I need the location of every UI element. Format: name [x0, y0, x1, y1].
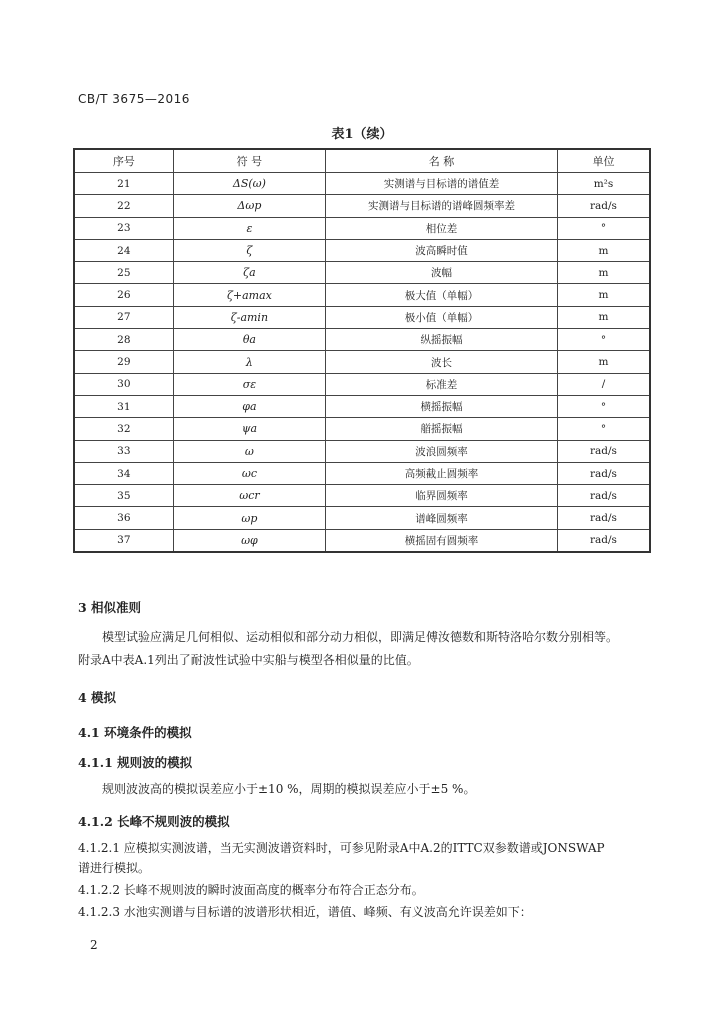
table-row [74, 462, 650, 484]
table-row [74, 529, 650, 552]
cell-symbol: σε [173, 373, 325, 395]
cell-symbol: ζ [173, 239, 325, 261]
table-caption: 表1（续） [331, 127, 393, 142]
cell-symbol: λ [173, 351, 325, 373]
cell-name: 艏摇振幅 [326, 418, 558, 440]
cell-name: 谱峰圆频率 [326, 507, 558, 529]
cell-no: 24 [74, 239, 173, 261]
cell-name: 波浪圆频率 [326, 440, 558, 462]
cell-name: 实测谱与目标谱的谱峰圆频率差 [326, 195, 558, 217]
cell-name: 波高瞬时值 [326, 239, 558, 261]
cell-symbol: ωp [173, 507, 325, 529]
cell-symbol: θa [173, 329, 325, 351]
cell-unit: rad/s [557, 440, 650, 462]
section-4-1-1-para: 规则波波高的模拟误差应小于±10 %，周期的模拟误差应小于±5 %。 [102, 782, 476, 796]
cell-symbol: Δωp [173, 195, 325, 217]
section-4-1-2-title: 4.1.2 长峰不规则波的模拟 [78, 814, 230, 829]
cell-symbol: ζa [173, 262, 325, 284]
cell-name: 实测谱与目标谱的谱值差 [326, 173, 558, 195]
cell-no: 37 [74, 529, 173, 552]
cell-unit: ° [557, 418, 650, 440]
section-4-title: 4 模拟 [78, 690, 117, 705]
cell-unit: rad/s [557, 529, 650, 552]
cell-unit: rad/s [557, 507, 650, 529]
table-row [74, 507, 650, 529]
table-header-row [74, 149, 650, 173]
cell-symbol: ψa [173, 418, 325, 440]
cell-unit: ° [557, 329, 650, 351]
section-4-1-title: 4.1 环境条件的模拟 [78, 725, 192, 740]
cell-no: 34 [74, 462, 173, 484]
cell-no: 22 [74, 195, 173, 217]
cell-unit: rad/s [557, 485, 650, 507]
cell-name: 相位差 [326, 217, 558, 239]
cell-no: 28 [74, 329, 173, 351]
cell-name: 极大值（单幅） [326, 284, 558, 306]
section-3-title: 3 相似准则 [78, 600, 142, 615]
section-4-1-2-3: 4.1.2.3 水池实测谱与目标谱的波谱形状相近，谱值、峰频、有义波高允许误差如下： [78, 905, 532, 919]
col-header-no: 序号 [74, 149, 173, 173]
table-row [74, 173, 650, 195]
cell-symbol: ωφ [173, 529, 325, 552]
cell-unit: m [557, 239, 650, 261]
cell-unit: m²s [557, 173, 650, 195]
cell-no: 30 [74, 373, 173, 395]
table-row [74, 440, 650, 462]
cell-unit: m [557, 284, 650, 306]
cell-symbol: ζ-amin [173, 306, 325, 328]
cell-name: 横摇振幅 [326, 395, 558, 417]
cell-no: 36 [74, 507, 173, 529]
symbol-table [73, 148, 651, 553]
cell-no: 29 [74, 351, 173, 373]
table-row [74, 395, 650, 417]
table-row [74, 351, 650, 373]
section-3-para-2: 附录A中表A.1列出了耐波性试验中实船与模型各相似量的比值。 [78, 653, 419, 667]
page-number: 2 [90, 938, 98, 952]
cell-unit: ° [557, 395, 650, 417]
cell-name: 纵摇振幅 [326, 329, 558, 351]
cell-no: 23 [74, 217, 173, 239]
section-4-1-1-title: 4.1.1 规则波的模拟 [78, 755, 193, 770]
cell-no: 35 [74, 485, 173, 507]
cell-symbol: φa [173, 395, 325, 417]
cell-unit: m [557, 262, 650, 284]
table-row [74, 284, 650, 306]
cell-name: 波长 [326, 351, 558, 373]
cell-no: 27 [74, 306, 173, 328]
cell-name: 标准差 [326, 373, 558, 395]
section-4-1-2-1-line-2: 谱进行模拟。 [78, 861, 151, 875]
doc-code: CB/T 3675—2016 [78, 92, 190, 106]
table-row [74, 239, 650, 261]
table-row [74, 195, 650, 217]
table-row [74, 217, 650, 239]
cell-no: 21 [74, 173, 173, 195]
cell-symbol: ε [173, 217, 325, 239]
cell-unit: rad/s [557, 462, 650, 484]
table-row [74, 373, 650, 395]
cell-unit: m [557, 351, 650, 373]
cell-unit: / [557, 373, 650, 395]
section-3-para-1: 模型试验应满足几何相似、运动相似和部分动力相似，即满足傅汝德数和斯特洛哈尔数分别相等。 [102, 630, 619, 644]
cell-symbol: ΔS(ω) [173, 173, 325, 195]
cell-no: 33 [74, 440, 173, 462]
cell-name: 波幅 [326, 262, 558, 284]
cell-symbol: ωcr [173, 485, 325, 507]
cell-symbol: ωc [173, 462, 325, 484]
section-4-1-2-2: 4.1.2.2 长峰不规则波的瞬时波面高度的概率分布符合正态分布。 [78, 883, 424, 897]
cell-no: 26 [74, 284, 173, 306]
cell-no: 31 [74, 395, 173, 417]
cell-unit: m [557, 306, 650, 328]
col-header-symbol: 符 号 [173, 149, 325, 173]
table-row [74, 306, 650, 328]
table-row [74, 329, 650, 351]
col-header-name: 名 称 [326, 149, 558, 173]
table-row [74, 262, 650, 284]
col-header-unit: 单位 [557, 149, 650, 173]
cell-no: 25 [74, 262, 173, 284]
table-row [74, 418, 650, 440]
section-4-1-2-1-line-1: 4.1.2.1 应模拟实测波谱，当无实测波谱资料时，可参见附录A中A.2的ITTC双参数谱或JONSWAP [78, 841, 605, 855]
cell-no: 32 [74, 418, 173, 440]
cell-name: 临界圆频率 [326, 485, 558, 507]
cell-name: 极小值（单幅） [326, 306, 558, 328]
cell-unit: ° [557, 217, 650, 239]
cell-unit: rad/s [557, 195, 650, 217]
cell-name: 高频截止圆频率 [326, 462, 558, 484]
cell-symbol: ω [173, 440, 325, 462]
table-row [74, 485, 650, 507]
cell-name: 横摇固有圆频率 [326, 529, 558, 552]
cell-symbol: ζ+amax [173, 284, 325, 306]
